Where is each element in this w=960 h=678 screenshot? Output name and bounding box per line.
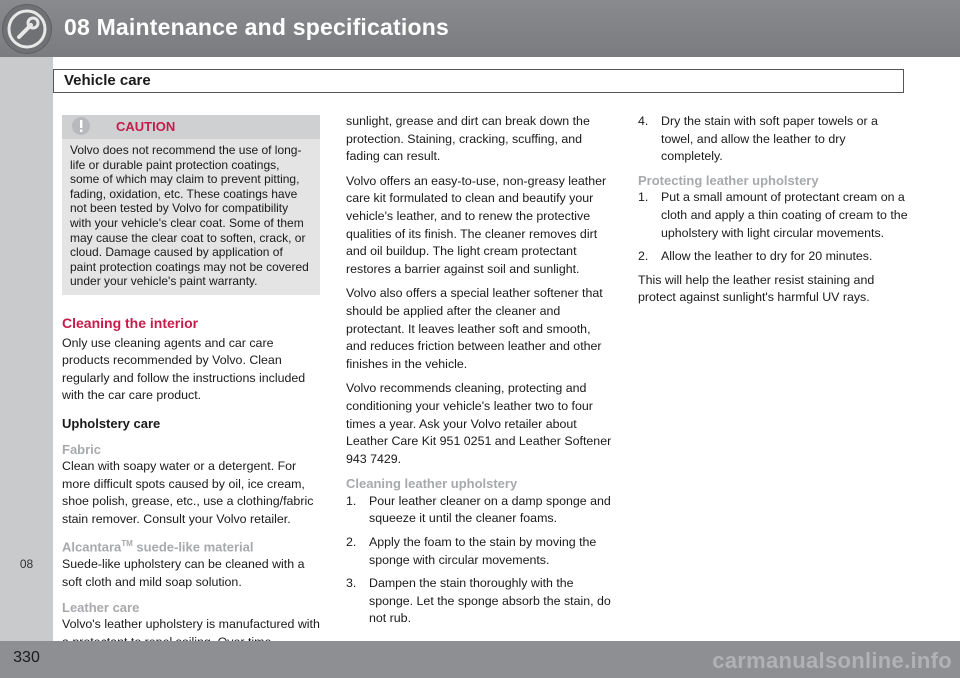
step-text: Dry the stain with soft paper towels or a towel, and allow the leather to dry completely. <box>661 114 878 164</box>
alcantara-name: Alcantara <box>62 539 122 555</box>
protecting-steps-list <box>638 189 910 265</box>
cleaning-leather-heading: Cleaning leather upholstery <box>346 476 518 492</box>
step-number: 2. <box>638 249 649 264</box>
step-number: 2. <box>346 535 357 550</box>
protect-outro: This will help the leather resist staining and protect against sunlight's harmful UV rays. <box>638 272 875 305</box>
column-1 <box>62 115 320 658</box>
step-text: Allow the leather to dry for 20 minutes. <box>661 249 873 264</box>
column-3 <box>638 113 910 314</box>
list-item <box>346 575 614 628</box>
list-item <box>346 493 614 528</box>
step-text: Dampen the stain thoroughly with the sponge. Let the sponge absorb the stain, do not rub. <box>369 576 611 626</box>
column-2 <box>346 113 614 634</box>
list-item <box>346 534 614 569</box>
page-number: 330 <box>13 649 40 666</box>
chapter-sidebar <box>0 57 53 641</box>
protecting-leather-heading: Protecting leather upholstery <box>638 172 819 188</box>
alcantara-text: Suede-like upholstery can be cleaned with a soft cloth and mild soap solution. <box>62 557 305 589</box>
wrench-gear-icon <box>2 4 52 54</box>
step-number: 4. <box>638 114 649 128</box>
caution-header <box>62 115 320 139</box>
paragraph: Volvo offers an easy-to-use, non-greasy leather care kit formulated to clean and beautify your vehicle's leather, and to renew the protective qualities of its finish. The cleaner removes dirt and oil buildup. The light cream protectant restores a barrier against soil and sunlight. <box>346 173 607 276</box>
alcantara-heading <box>62 535 320 556</box>
leather-care-heading: Leather care <box>62 599 140 615</box>
alcantara-heading-rest: suede-like material <box>132 539 254 555</box>
caution-text: Volvo does not recommend the use of long-life or durable paint protection coatings, some of which may claim to prevent pitting, fading, oxidation, etc. These coatings have not been tested by Volvo for compatibility with your vehicle's clear coat. Some of them may cause the clear coat to soften, crack, or cloud. Damage caused by application of paint protection coatings may not be covered under your vehicle's paint warranty. <box>70 143 309 289</box>
trademark-mark: TM <box>121 539 133 549</box>
chapter-header <box>0 0 960 57</box>
step-number: 1. <box>346 493 357 508</box>
list-item <box>638 113 910 166</box>
watermark-text: carmanualsonline.info <box>712 648 952 673</box>
list-item <box>638 189 910 242</box>
paragraph: Volvo also offers a special leather softener that should be applied after the cleaner and protectant. It leaves leather soft and smooth, and reduces friction between leather and other finishes in the vehicle. <box>346 286 603 371</box>
section-title: Vehicle care <box>64 72 151 89</box>
fabric-heading: Fabric <box>62 441 102 457</box>
step-number: 3. <box>346 576 357 591</box>
step-text: Pour leather cleaner on a damp sponge and squeeze it until the cleaner foams. <box>369 493 611 526</box>
chapter-title: 08 Maintenance and specifications <box>64 14 449 40</box>
upholstery-care-heading: Upholstery care <box>62 415 161 431</box>
step-text: Apply the foam to the stain by moving the sponge with circular movements. <box>369 535 597 567</box>
paragraph: sunlight, grease and dirt can break down the protection. Staining, cracking, scuffing, and fading can result. <box>346 114 590 164</box>
paragraph: Volvo recommends cleaning, protecting and conditioning your vehicle's leather two to four times a year. Ask your Volvo retailer about Leather Care Kit 951 0251 and Leather Softener 943 7429. <box>346 381 612 466</box>
cleaning-interior-heading: Cleaning the interior <box>62 314 199 331</box>
cleaning-steps-continued <box>638 113 910 166</box>
fabric-text: Clean with soapy water or a detergent. For more difficult spots caused by oil, ice cream, shoe polish, grease, etc., use a clothing/fabric stain remover. Consult your Volvo retailer. <box>62 459 314 526</box>
step-number: 1. <box>638 190 649 205</box>
section-header <box>53 69 904 93</box>
cleaning-steps-list <box>346 493 614 628</box>
warning-icon <box>72 117 90 135</box>
chapter-number: 08 <box>19 557 34 571</box>
interior-intro: Only use cleaning agents and car care products recommended by Volvo. Clean regularly and follow the instructions included with the car care product. <box>62 335 306 403</box>
list-item <box>638 248 910 266</box>
caution-title: CAUTION <box>116 119 176 134</box>
leather-care-text: Volvo's leather upholstery is manufactured with <box>62 617 320 632</box>
step-text: Put a small amount of protectant cream on a cloth and apply a thin coating of cream to the upholstery with light circular movements. <box>661 190 908 240</box>
caution-box <box>62 115 320 295</box>
